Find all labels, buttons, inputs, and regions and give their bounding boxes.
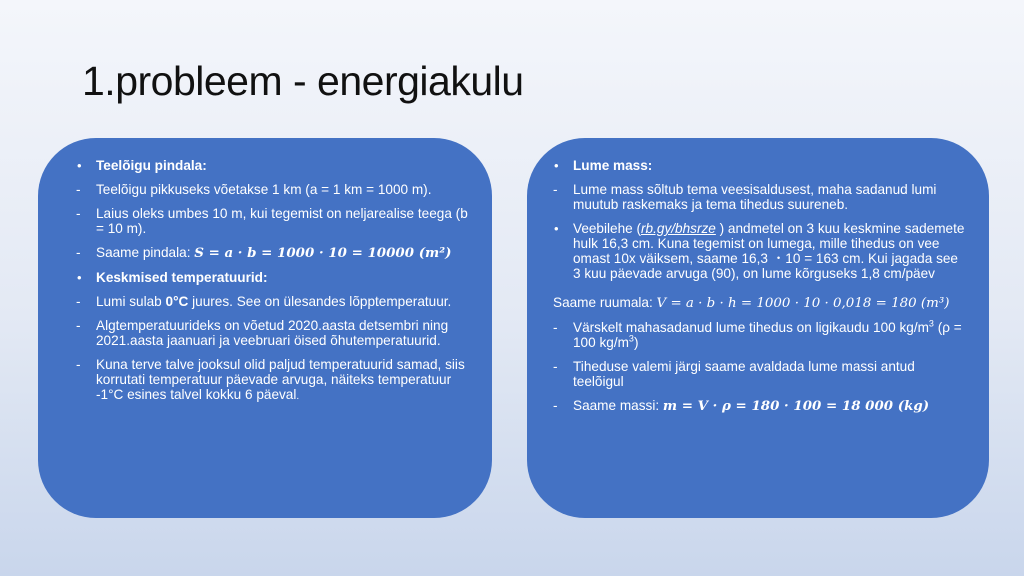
- dash-marker: -: [553, 359, 558, 374]
- list-item: [76, 206, 470, 236]
- item-text: ) andmetel on 3 kuu keskmine sademete hulk 16,3 cm. Kuna tegemist on lumega, mille tihedus on vee omast 10x väiksem, saame 16,3 ・10 = 163 cm. Kui jagada see 3 kuu päevade arvuga (90), on lume kõrguseks 1,8 cm/päev: [573, 221, 965, 281]
- list-item: [554, 221, 967, 281]
- item-text: Saame massi:: [573, 398, 663, 413]
- item-text: Laius oleks umbes 10 m, kui tegemist on neljarealise teega (b = 10 m).: [96, 206, 468, 236]
- item-text: Lumi sulab: [96, 294, 166, 309]
- dash-marker: -: [76, 357, 81, 372]
- dash-marker: -: [76, 182, 81, 197]
- item-text: juures. See on ülesandes lõpptemperatuur.: [188, 294, 452, 309]
- dash-marker: -: [76, 294, 81, 309]
- left-panel: [38, 138, 492, 518]
- mass-formula: m = V · ρ = 180 · 100 = 18 000 (kg): [662, 398, 930, 414]
- dash-marker: -: [553, 398, 558, 413]
- list-item: [77, 158, 470, 173]
- dash-marker: -: [553, 182, 558, 197]
- heading-temperatures: Keskmised temperatuurid:: [96, 270, 268, 285]
- heading-snow-mass: Lume mass:: [573, 158, 653, 173]
- item-text: Kuna terve talve jooksul olid paljud temperatuurid samad, siis korrutati temperatuur päevade arvuga, näiteks temperatuur -1°C esines talvel kokku 6 päeval: [96, 357, 465, 402]
- item-text: (ρ = 100 kg/m: [573, 320, 962, 350]
- list-item: [76, 245, 470, 261]
- area-formula: S = a · b = 1000 · 10 = 10000 (m²): [194, 245, 452, 261]
- item-text: .: [296, 391, 300, 402]
- item-text: Tiheduse valemi järgi saame avaldada lume massi antud teelõigul: [573, 359, 915, 389]
- list-item: [553, 182, 967, 212]
- list-item: [76, 182, 470, 197]
- dash-marker: -: [76, 245, 81, 260]
- item-text: Teelõigu pikkuseks võetakse 1 km (a = 1 km = 1000 m).: [96, 182, 432, 197]
- item-text: Veebilehe (: [573, 221, 642, 236]
- list-item: [76, 357, 470, 404]
- item-text: ): [633, 335, 639, 350]
- item-text: Lume mass sõltub tema veesisaldusest, maha sadanud lumi muutub raskemaks ja tema tihedus suureneb.: [573, 182, 937, 212]
- list-item: [553, 359, 967, 389]
- heading-area: Teelõigu pindala:: [96, 158, 207, 173]
- bullet-marker: •: [554, 158, 559, 173]
- dash-marker: -: [553, 320, 558, 335]
- bullet-marker: •: [77, 158, 82, 173]
- list-item: [553, 318, 967, 350]
- dash-marker: -: [76, 206, 81, 221]
- dash-marker: -: [76, 318, 81, 333]
- list-item: [553, 398, 967, 414]
- volume-formula: V = a · b · h = 1000 · 10 · 0,018 = 180 (m³): [656, 296, 950, 311]
- item-text: Algtemperatuurideks on võetud 2020.aasta detsembri ning 2021.aasta jaanuari ja veebruari öised õhutemperatuurid.: [96, 318, 449, 348]
- superscript: 3: [928, 318, 934, 329]
- list-item: [77, 270, 470, 285]
- item-text: Värskelt mahasadanud lume tihedus on ligikaudu 100 kg/m: [573, 320, 929, 335]
- item-text-bold: 0°C: [165, 294, 189, 309]
- list-item: [76, 318, 470, 348]
- list-item: [554, 158, 967, 173]
- item-text: Saame pindala:: [96, 245, 195, 260]
- list-item: [76, 294, 470, 309]
- item-text: Saame ruumala:: [553, 295, 657, 310]
- superscript: 3: [628, 333, 634, 344]
- bullet-marker: •: [77, 270, 82, 285]
- right-panel: [527, 138, 989, 518]
- bullet-marker: •: [554, 221, 559, 236]
- volume-line: [553, 295, 967, 311]
- source-link[interactable]: rb.gy/bhsrze: [641, 221, 716, 236]
- slide-title: 1.probleem - energiakulu: [82, 58, 524, 104]
